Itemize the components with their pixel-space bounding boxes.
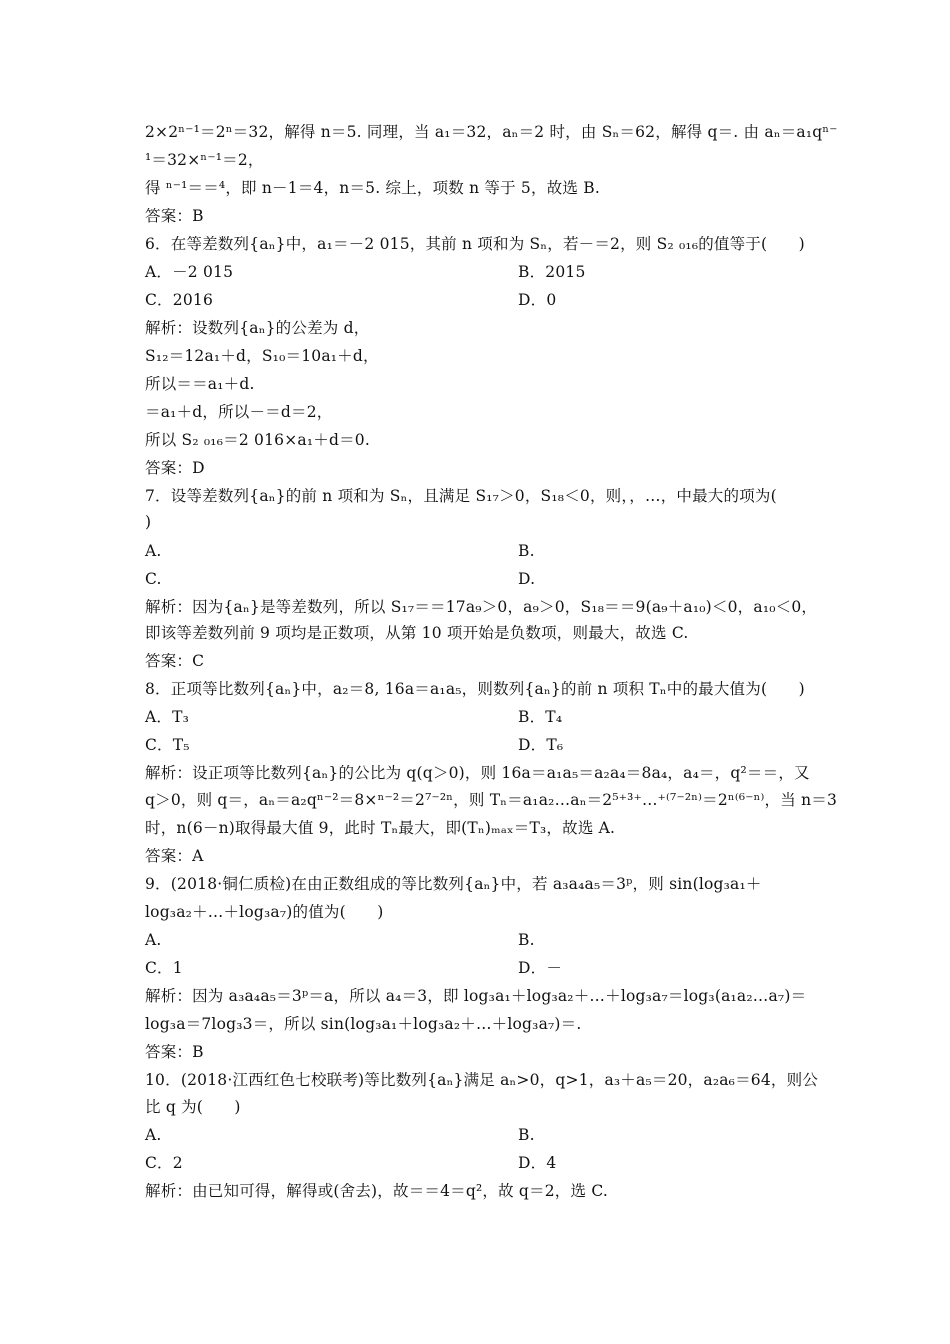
text-line-l09: D．0 [518, 291, 557, 309]
text-line-l15: 答案：D [145, 459, 205, 477]
text-line-l36: A. [145, 931, 162, 949]
text-line-l13: ＝a₁＋d，所以－＝d＝2， [145, 403, 333, 421]
text-line-l28: C．T₅ [145, 736, 190, 754]
text-line-l31: q＞0，则 q＝，aₙ＝a₂qⁿ⁻²＝8×ⁿ⁻²＝2⁷⁻²ⁿ，则 Tₙ＝a₁a₂…aₙ＝2⁵⁺³⁺…⁺⁽⁷⁻²ⁿ⁾＝2ⁿ⁽⁶⁻ⁿ⁾，当 n＝3 [145, 791, 838, 809]
text-line-l26: A．T₃ [145, 708, 190, 726]
text-line-l22: 解析：因为{aₙ}是等差数列，所以 S₁₇＝＝17a₉＞0，a₉＞0，S₁₈＝＝9(a₉＋a₁₀)＜0，a₁₀＜0， [145, 598, 818, 616]
text-line-l37: B. [518, 931, 535, 949]
text-line-l29: D．T₆ [518, 736, 564, 754]
text-line-l41: log₃a＝7log₃3＝，所以 sin(log₃a₁＋log₃a₂＋…＋log₃a₇)＝. [145, 1015, 582, 1033]
text-line-l14: 所以 S₂ ₀₁₆＝2 016×a₁＋d＝0. [145, 431, 370, 449]
text-line-l39: D．－ [518, 959, 563, 977]
text-line-l44: 比 q 为( ) [145, 1098, 241, 1116]
text-line-l12: 所以＝＝a₁＋d. [145, 375, 255, 393]
text-line-l18: A. [145, 542, 162, 560]
text-line-l38: C．1 [145, 959, 183, 977]
text-line-l07: B．2015 [518, 263, 586, 281]
text-line-l16: 7．设等差数列{aₙ}的前 n 项和为 Sₙ，且满足 S₁₇＞0，S₁₈＜0，则，，…，中最大的项为( [145, 487, 777, 505]
text-line-l01: 2×2ⁿ⁻¹＝2ⁿ＝32，解得 n＝5. 同理，当 a₁＝32，aₙ＝2 时，由 Sₙ＝62，解得 q＝. 由 aₙ＝a₁qⁿ⁻ [145, 123, 838, 141]
text-line-l19: B. [518, 542, 535, 560]
text-line-l33: 答案：A [145, 847, 204, 865]
text-line-l11: S₁₂＝12a₁＋d，S₁₀＝10a₁＋d， [145, 347, 379, 365]
text-line-l04: 答案：B [145, 207, 204, 225]
text-line-l02: ¹＝32×ⁿ⁻¹＝2， [145, 151, 264, 169]
text-line-l24: 答案：C [145, 652, 205, 670]
text-line-l43: 10．(2018·江西红色七校联考)等比数列{aₙ}满足 aₙ>0，q>1，a₃＋a₅＝20，a₂a₆＝64，则公 [145, 1071, 819, 1089]
text-line-l03: 得 ⁿ⁻¹＝＝⁴，即 n－1＝4，n＝5. 综上，项数 n 等于 5，故选 B. [145, 179, 600, 197]
text-line-l42: 答案：B [145, 1043, 204, 1061]
text-line-l25: 8．正项等比数列{aₙ}中，a₂＝8, 16a＝a₁a₅，则数列{aₙ}的前 n 项积 Tₙ中的最大值为( ) [145, 680, 805, 698]
text-line-l10: 解析：设数列{aₙ}的公差为 d， [145, 319, 370, 337]
text-line-l35: log₃a₂＋…＋log₃a₇)的值为( ) [145, 903, 384, 921]
text-line-l48: D．4 [518, 1154, 557, 1172]
text-line-l23: 即该等差数列前 9 项均是正数项，从第 10 项开始是负数项，则最大，故选 C. [145, 624, 689, 642]
text-line-l05: 6．在等差数列{aₙ}中，a₁＝－2 015，其前 n 项和为 Sₙ，若－＝2，则 S₂ ₀₁₆的值等于( ) [145, 235, 805, 253]
text-line-l47: C．2 [145, 1154, 183, 1172]
text-line-l45: A. [145, 1126, 162, 1144]
text-line-l08: C．2016 [145, 291, 214, 309]
text-line-l20: C. [145, 570, 162, 588]
text-line-l46: B. [518, 1126, 535, 1144]
text-line-l32: 时，n(6－n)取得最大值 9，此时 Tₙ最大，即(Tₙ)ₘₐₓ＝T₃，故选 A. [145, 819, 616, 837]
text-line-l30: 解析：设正项等比数列{aₙ}的公比为 q(q＞0)，则 16a＝a₁a₅＝a₂a₄＝8a₄，a₄＝，q²＝＝，又 [145, 764, 810, 782]
text-line-l17: ) [145, 513, 152, 531]
text-line-l49: 解析：由已知可得，解得或(舍去)，故＝＝4＝q²，故 q＝2，选 C. [145, 1182, 608, 1200]
text-line-l21: D. [518, 570, 536, 588]
text-line-l06: A．－2 015 [145, 263, 234, 281]
text-line-l34: 9．(2018·铜仁质检)在由正数组成的等比数列{aₙ}中，若 a₃a₄a₅＝3ᵖ，则 sin(log₃a₁＋ [145, 875, 762, 893]
text-line-l40: 解析：因为 a₃a₄a₅＝3ᵖ＝a，所以 a₄＝3，即 log₃a₁＋log₃a₂＋…＋log₃a₇＝log₃(a₁a₂…a₇)＝ [145, 987, 807, 1005]
text-line-l27: B．T₄ [518, 708, 563, 726]
